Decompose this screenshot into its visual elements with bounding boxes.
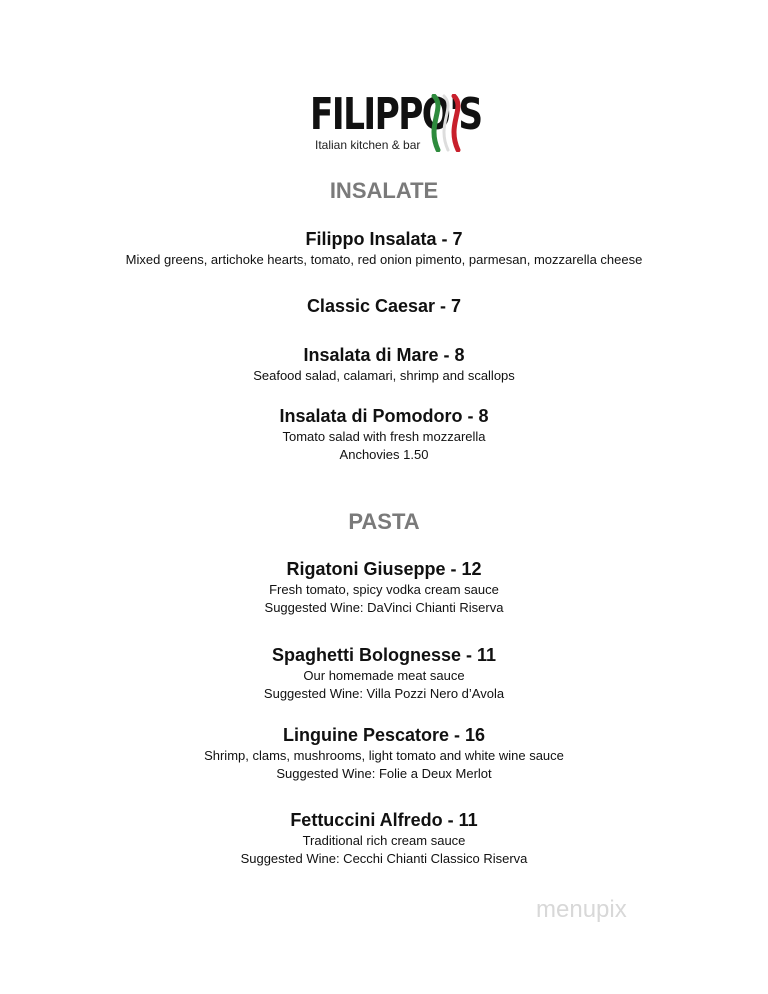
menu-item-name: Fettuccini Alfredo - 11: [290, 810, 478, 830]
section-title-pasta: PASTA: [348, 509, 420, 534]
menu-item-description: Traditional rich cream sauce: [302, 833, 466, 848]
italian-flag-stripes-icon: [428, 94, 468, 152]
menu-item-description: Fresh tomato, spicy vodka cream sauce: [269, 582, 499, 597]
menu-item-description: Suggested Wine: Cecchi Chianti Classico Riserva: [240, 851, 528, 866]
section-title-insalate: INSALATE: [329, 178, 439, 203]
menu-item-description: Suggested Wine: DaVinci Chianti Riserva: [264, 600, 504, 615]
menu-item-name: Filippo Insalata - 7: [305, 229, 463, 249]
menu-item-description: Tomato salad with fresh mozzarella: [282, 429, 486, 444]
logo-tagline: Italian kitchen & bar: [315, 138, 421, 152]
menu-item-name: Insalata di Mare - 8: [303, 345, 465, 365]
restaurant-logo: [310, 89, 482, 154]
menu-item-name: Classic Caesar - 7: [306, 296, 462, 316]
menu-item-description: Seafood salad, calamari, shrimp and scallops: [253, 368, 515, 383]
menu-item-description: Shrimp, clams, mushrooms, light tomato and white wine sauce: [204, 748, 564, 763]
logo-wordmark: FILIPPO'S: [310, 89, 482, 140]
menu-item-description: Mixed greens, artichoke hearts, tomato, red onion pimento, parmesan, mozzarella cheese: [125, 252, 643, 267]
menu-item-name: Rigatoni Giuseppe - 12: [286, 559, 482, 579]
menu-item-description: Suggested Wine: Folie a Deux Merlot: [276, 766, 492, 781]
menu-item-description: Our homemade meat sauce: [303, 668, 465, 683]
menu-item-name: Linguine Pescatore - 16: [282, 725, 486, 745]
menu-item-name: Spaghetti Bolognesse - 11: [271, 645, 497, 665]
menupix-watermark: menupix: [536, 896, 627, 923]
menu-item-description: Suggested Wine: Villa Pozzi Nero d’Avola: [263, 686, 505, 701]
menu-item-description: Anchovies 1.50: [339, 447, 429, 462]
menu-item-name: Insalata di Pomodoro - 8: [279, 406, 489, 426]
